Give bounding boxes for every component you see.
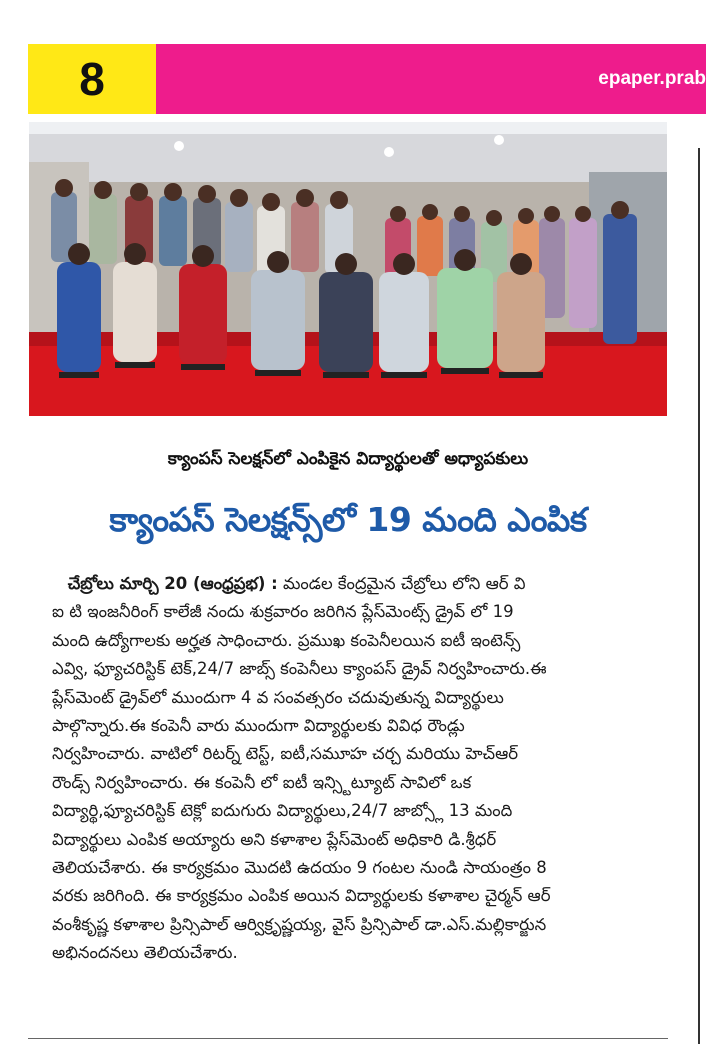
article-line-1: చేబ్రోలు మార్చి 20 (ఆంధ్రప్రభ) : మండల కేంద్రమైన చేబ్రోలు లోని ఆర్ వి [67,574,526,593]
article-line: తెలియచేశారు. ఈ కార్యక్రమం మొదటి ఉదయం 9 గంటల నుండి సాయంత్రం 8 [52,858,547,878]
photo-caption: క్యాంపస్ సెలక్షన్‌లో ఎంపికైన విద్యార్థులతో అధ్యాపకులు [167,449,529,469]
article-line: అభినందనలు తెలియచేశారు. [52,943,238,963]
group-photo [29,122,667,416]
masthead [28,44,706,114]
article-line: విద్యార్థి,ఫ్యూచరిస్టిక్ టెక్లో ఐదుగురు విద్యార్థులు,24/7 జాబ్స్లో 13 మంది [52,801,513,821]
article-line: ఐ టి ఇంజనీరింగ్ కాలేజీ నందు శుక్రవారం జరిగిన ప్లేస్‌మెంట్స్ డ్రైవ్ లో 19 [52,602,514,622]
article-line: రౌండ్స్ నిర్వహించారు. ఈ కంపెనీ లో ఐటీ ఇన్స్టిట్యూట్ సావిలో ఒక [52,772,472,792]
article-line: విద్యార్థులు ఎంపిక అయ్యారు అని కళాశాల ప్లేస్‌మెంట్ అధికారి డి.శ్రీధర్ [52,829,497,849]
dateline: చేబ్రోలు మార్చి 20 (ఆంధ్రప్రభ) : [67,574,278,593]
article-line: పాల్గొన్నారు.ఈ కంపెనీ వారు ముందుగా విద్యార్థులకు వివిధ రౌండ్లు [52,716,465,736]
bottom-rule [28,1038,668,1039]
article-line: ఎవ్వి, ఫ్యూచరిస్టిక్ టెక్,24/7 జాబ్స్ కంపెనీలు క్యాంపస్ డ్రైవ్ నిర్వహించారు.ఈ [52,659,547,679]
article-line: వరకు జరిగింది. ఈ కార్యక్రమం ఎంపిక అయిన విద్యార్థులకు కళాశాల చైర్మన్ ఆర్ [52,886,551,906]
headline: క్యాంపస్ సెలక్షన్స్‌లో 19 మంది ఎంపిక [109,500,587,539]
page-number: 8 [28,44,156,114]
site-name: epaper.prab [598,68,706,89]
article-line: ప్లేస్‌మెంట్ డ్రైవ్‌లో ముందుగా 4 వ సంవత్సరం చదువుతున్న విద్యార్థులు [52,687,504,707]
article-line: వంశీకృష్ణ కళాశాల ప్రిన్సిపాల్ ఆర్విక్రృష్ణయ్య, వైస్ ప్రిన్సిపాల్ డా.ఎస్.మల్లికార్జున [52,914,547,934]
article-line: మంది ఉద్యోగాలకు అర్హత సాధించారు. ప్రముఖ కంపెనీలయిన ఐటీ ఇంటెన్స్ [52,630,521,650]
brand-bar [156,44,706,114]
article-line: నిర్వహించారు. వాటిలో రిటర్న్ టెస్ట్, ఐటీ,సమూహ చర్చ మరియు హెచ్‌ఆర్ [52,744,519,764]
article-body [52,570,664,968]
group-photo-icon [29,122,667,416]
column-rule [698,148,700,1044]
